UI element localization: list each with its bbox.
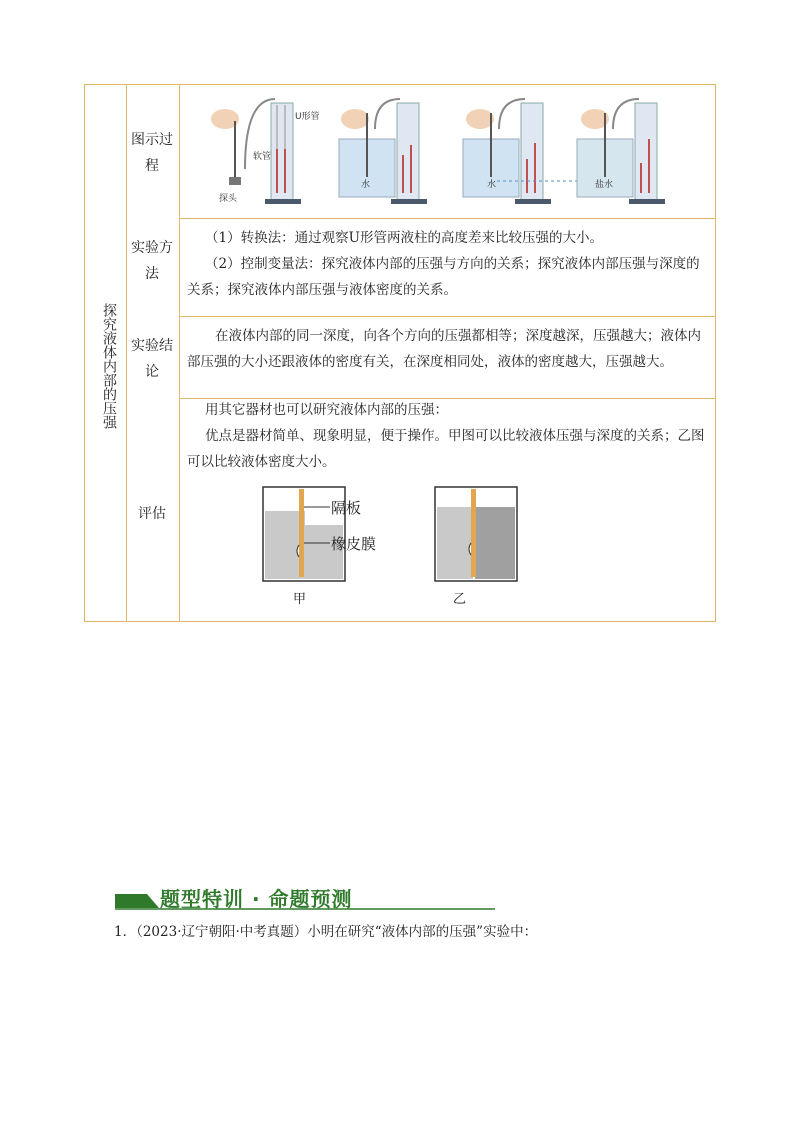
row-label-method: 实验方法 xyxy=(131,240,173,282)
label-water-1: 水 xyxy=(361,180,371,190)
setup-3 xyxy=(463,99,551,204)
label-jia: 甲 xyxy=(293,592,307,607)
container-yi xyxy=(435,487,517,607)
container-partition-figure xyxy=(255,481,555,611)
knowledge-table xyxy=(84,84,716,622)
label-partition: 隔板 xyxy=(331,499,362,517)
setup-2 xyxy=(339,99,427,204)
method-line-1: （1）转换法：通过观察U形管两液柱的高度差来比较压强的大小。 xyxy=(205,230,603,246)
setup-4 xyxy=(577,99,665,204)
method-line-2: （2）控制变量法：探究液体内部的压强与方向的关系；探究液体内部压强与深度的关系；探究液体内部压强与液体密度的关系。 xyxy=(187,256,700,298)
table-divider xyxy=(179,85,180,621)
row-divider xyxy=(179,316,715,317)
label-yi: 乙 xyxy=(453,592,467,607)
row-label-conclusion: 实验结论 xyxy=(131,338,173,380)
evaluation-line-2: 优点是器材简单、现象明显，便于操作。甲图可以比较液体压强与深度的关系；乙图可以比较液体密度大小。 xyxy=(187,428,705,470)
label-u-tube: U形管 xyxy=(295,112,320,122)
subject-label: 探究液体内部的压强 xyxy=(101,303,117,429)
method-text xyxy=(187,225,707,303)
conclusion-text: 在液体内部的同一深度，向各个方向的压强都相等；深度越深，压强越大；液体内部压强的大小还跟液体的密度有关，在深度相同处，液体的密度越大，压强越大。 xyxy=(187,328,701,370)
label-hose: 软管 xyxy=(253,152,272,162)
label-membrane: 橡皮膜 xyxy=(331,535,377,553)
label-probe: 探头 xyxy=(219,194,238,204)
container-jia xyxy=(263,487,376,607)
setup-1 xyxy=(211,99,320,204)
u-tube-experiment-figure xyxy=(185,89,713,215)
question-1: 1．（2023·辽宁朝阳·中考真题）小明在研究“液体内部的压强”实验中： xyxy=(114,924,538,940)
row-divider xyxy=(179,218,715,219)
row-label-process: 图示过程 xyxy=(131,132,173,174)
label-water-2: 水 xyxy=(487,180,497,190)
evaluation-text xyxy=(187,397,707,475)
section-title: 题型特训 · 命题预测 xyxy=(160,887,353,911)
row-label-evaluation: 评估 xyxy=(138,506,166,522)
evaluation-line-1: 用其它器材也可以研究液体内部的压强： xyxy=(205,402,448,418)
label-saltwater: 盐水 xyxy=(595,180,614,190)
